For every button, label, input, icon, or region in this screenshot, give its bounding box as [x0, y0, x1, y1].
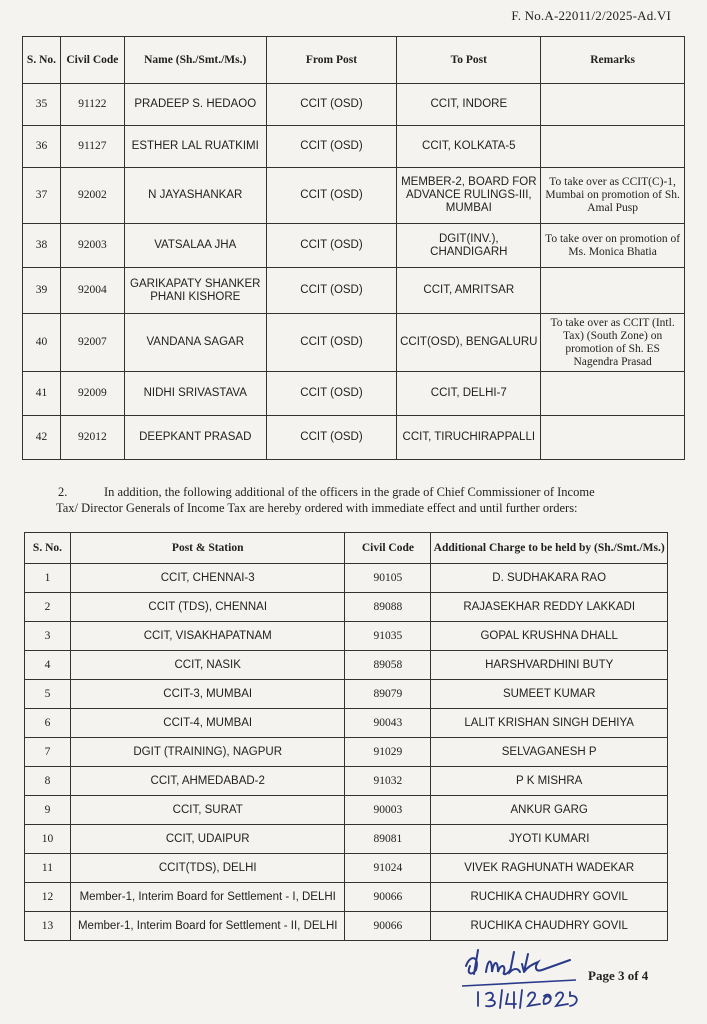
row-from: CCIT (OSD) — [266, 314, 397, 372]
row-code: 92012 — [60, 416, 124, 460]
row-to: DGIT(INV.), CHANDIGARH — [397, 224, 541, 268]
additional-charge-table — [24, 532, 668, 941]
table-row — [23, 416, 685, 460]
table-row — [23, 126, 685, 168]
row-to: CCIT, DELHI-7 — [397, 372, 541, 416]
row-sno: 8 — [25, 767, 71, 796]
row-sno: 2 — [25, 593, 71, 622]
row-additional-charge: SUMEET KUMAR — [431, 680, 668, 709]
row-sno: 7 — [25, 738, 71, 767]
table-row — [23, 314, 685, 372]
page-number: Page 3 of 4 — [588, 968, 649, 983]
transfer-table-header — [23, 37, 685, 84]
paragraph-text-1: In addition, the following additional of the officers in the grade of Chief Commissioner of Income — [104, 485, 595, 499]
row-name: PRADEEP S. HEDAOO — [124, 84, 266, 126]
row-remarks — [541, 126, 685, 168]
row-additional-charge: RUCHIKA CHAUDHRY GOVIL — [431, 883, 668, 912]
paragraph-text-2: Tax/ Director Generals of Income Tax are hereby ordered with immediate effect and until further orders: — [56, 501, 578, 515]
row-code: 90066 — [345, 912, 431, 941]
row-sno: 36 — [23, 126, 61, 168]
table-row — [25, 912, 668, 941]
row-code: 91122 — [60, 84, 124, 126]
row-remarks — [541, 268, 685, 314]
row-sno: 11 — [25, 854, 71, 883]
row-sno: 1 — [25, 564, 71, 593]
row-post-station: CCIT (TDS), CHENNAI — [70, 593, 345, 622]
row-to: CCIT, AMRITSAR — [397, 268, 541, 314]
table-row — [25, 738, 668, 767]
table-row — [25, 854, 668, 883]
header-additional-charge: Additional Charge to be held by (Sh./Smt./Ms.) — [431, 533, 668, 564]
row-code: 92007 — [60, 314, 124, 372]
row-sno: 39 — [23, 268, 61, 314]
row-code: 89081 — [345, 825, 431, 854]
row-to: CCIT(OSD), BENGALURU — [397, 314, 541, 372]
header-sno: S. No. — [25, 533, 71, 564]
row-post-station: CCIT, CHENNAI-3 — [70, 564, 345, 593]
table-row — [25, 709, 668, 738]
row-remarks: To take over on promotion of Ms. Monica Bhatia — [541, 224, 685, 268]
row-additional-charge: ANKUR GARG — [431, 796, 668, 825]
row-additional-charge: HARSHVARDHINI BUTY — [431, 651, 668, 680]
row-additional-charge: LALIT KRISHAN SINGH DEHIYA — [431, 709, 668, 738]
row-from: CCIT (OSD) — [266, 168, 397, 224]
row-code: 89088 — [345, 593, 431, 622]
row-code: 92003 — [60, 224, 124, 268]
row-code: 90043 — [345, 709, 431, 738]
row-post-station: CCIT-4, MUMBAI — [70, 709, 345, 738]
table-row — [25, 796, 668, 825]
row-code: 90066 — [345, 883, 431, 912]
row-code: 92002 — [60, 168, 124, 224]
row-to: CCIT, TIRUCHIRAPPALLI — [397, 416, 541, 460]
row-code: 89079 — [345, 680, 431, 709]
row-sno: 5 — [25, 680, 71, 709]
row-additional-charge: RUCHIKA CHAUDHRY GOVIL — [431, 912, 668, 941]
table-row — [23, 84, 685, 126]
row-name: VATSALAA JHA — [124, 224, 266, 268]
row-post-station: CCIT, UDAIPUR — [70, 825, 345, 854]
row-sno: 35 — [23, 84, 61, 126]
additional-charge-header — [25, 533, 668, 564]
row-remarks — [541, 372, 685, 416]
row-from: CCIT (OSD) — [266, 126, 397, 168]
row-additional-charge: GOPAL KRUSHNA DHALL — [431, 622, 668, 651]
row-post-station: CCIT, VISAKHAPATNAM — [70, 622, 345, 651]
table-row — [25, 825, 668, 854]
row-remarks — [541, 84, 685, 126]
row-sno: 4 — [25, 651, 71, 680]
row-from: CCIT (OSD) — [266, 372, 397, 416]
row-from: CCIT (OSD) — [266, 416, 397, 460]
row-post-station: DGIT (TRAINING), NAGPUR — [70, 738, 345, 767]
row-code: 91035 — [345, 622, 431, 651]
table-row — [25, 593, 668, 622]
row-name: GARIKAPATY SHANKER PHANI KISHORE — [124, 268, 266, 314]
row-post-station: Member-1, Interim Board for Settlement - II, DELHI — [70, 912, 345, 941]
row-from: CCIT (OSD) — [266, 84, 397, 126]
header-remarks: Remarks — [541, 37, 685, 84]
row-post-station: CCIT, AHMEDABAD-2 — [70, 767, 345, 796]
row-code: 91032 — [345, 767, 431, 796]
row-name: DEEPKANT PRASAD — [124, 416, 266, 460]
table-row — [25, 622, 668, 651]
row-additional-charge: SELVAGANESH P — [431, 738, 668, 767]
row-remarks: To take over as CCIT(C)-1, Mumbai on promotion of Sh. Amal Pusp — [541, 168, 685, 224]
row-additional-charge: RAJASEKHAR REDDY LAKKADI — [431, 593, 668, 622]
table-row — [23, 268, 685, 314]
row-sno: 12 — [25, 883, 71, 912]
row-code: 92009 — [60, 372, 124, 416]
table-row — [25, 883, 668, 912]
row-code: 91127 — [60, 126, 124, 168]
row-sno: 6 — [25, 709, 71, 738]
row-sno: 40 — [23, 314, 61, 372]
row-sno: 41 — [23, 372, 61, 416]
header-to-post: To Post — [397, 37, 541, 84]
paragraph-line-1 — [58, 484, 658, 500]
row-code: 91029 — [345, 738, 431, 767]
row-sno: 37 — [23, 168, 61, 224]
header-name: Name (Sh./Smt./Ms.) — [124, 37, 266, 84]
header-sno: S. No. — [23, 37, 61, 84]
row-post-station: CCIT, NASIK — [70, 651, 345, 680]
table-row — [23, 168, 685, 224]
row-post-station: CCIT, SURAT — [70, 796, 345, 825]
transfer-table — [22, 36, 685, 460]
row-sno: 38 — [23, 224, 61, 268]
header-from-post: From Post — [266, 37, 397, 84]
row-remarks: To take over as CCIT (Intl. Tax) (South Zone) on promotion of Sh. ES Nagendra Prasad — [541, 314, 685, 372]
row-additional-charge: P K MISHRA — [431, 767, 668, 796]
row-post-station: Member-1, Interim Board for Settlement - I, DELHI — [70, 883, 345, 912]
row-additional-charge: JYOTI KUMARI — [431, 825, 668, 854]
row-sno: 10 — [25, 825, 71, 854]
header-civil-code: Civil Code — [60, 37, 124, 84]
header-civil-code: Civil Code — [345, 533, 431, 564]
row-post-station: CCIT-3, MUMBAI — [70, 680, 345, 709]
row-code: 90105 — [345, 564, 431, 593]
row-additional-charge: VIVEK RAGHUNATH WADEKAR — [431, 854, 668, 883]
row-name: N JAYASHANKAR — [124, 168, 266, 224]
row-sno: 13 — [25, 912, 71, 941]
row-name: NIDHI SRIVASTAVA — [124, 372, 266, 416]
table-row — [23, 224, 685, 268]
row-code: 89058 — [345, 651, 431, 680]
row-remarks — [541, 416, 685, 460]
row-code: 92004 — [60, 268, 124, 314]
row-sno: 9 — [25, 796, 71, 825]
file-number: F. No.A-22011/2/2025-Ad.VI — [511, 8, 671, 23]
table-row — [25, 564, 668, 593]
row-to: MEMBER-2, BOARD FOR ADVANCE RULINGS-III, MUMBAI — [397, 168, 541, 224]
row-name: VANDANA SAGAR — [124, 314, 266, 372]
row-name: ESTHER LAL RUATKIMI — [124, 126, 266, 168]
table-row — [25, 767, 668, 796]
row-sno: 42 — [23, 416, 61, 460]
row-from: CCIT (OSD) — [266, 224, 397, 268]
row-post-station: CCIT(TDS), DELHI — [70, 854, 345, 883]
header-post-station: Post & Station — [70, 533, 345, 564]
table-row — [25, 680, 668, 709]
order-paragraph — [58, 484, 658, 516]
table-row — [23, 372, 685, 416]
row-to: CCIT, KOLKATA-5 — [397, 126, 541, 168]
signature-mark — [458, 946, 588, 1012]
row-to: CCIT, INDORE — [397, 84, 541, 126]
row-additional-charge: D. SUDHAKARA RAO — [431, 564, 668, 593]
table-row — [25, 651, 668, 680]
row-code: 91024 — [345, 854, 431, 883]
row-from: CCIT (OSD) — [266, 268, 397, 314]
row-sno: 3 — [25, 622, 71, 651]
row-code: 90003 — [345, 796, 431, 825]
paragraph-number: 2. — [58, 485, 68, 499]
